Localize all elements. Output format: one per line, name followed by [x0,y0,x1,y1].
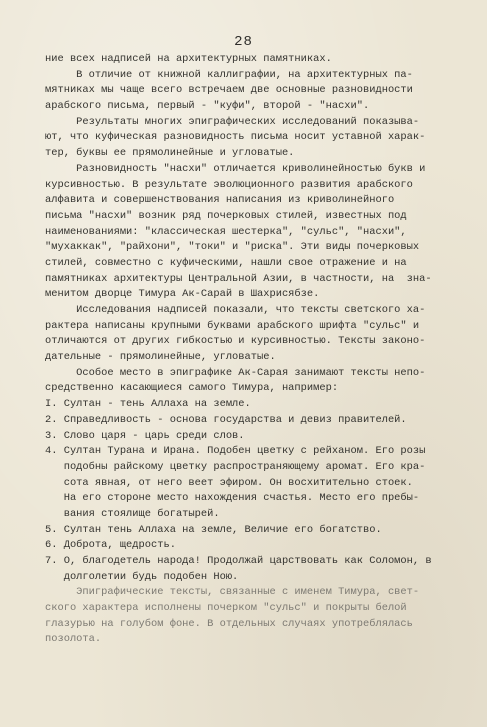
list-item-3: 3. Слово царя - царь среди слов. [45,429,245,442]
text-line: арабского письма, первый - "куфи", второй - "насхи". [45,100,370,113]
text-line: рактера написаны крупными буквами арабского шрифта "сульс" и [45,319,420,332]
list-item-4-cont: На его стороне место нахождения счастья. Место его пребы- [45,492,420,505]
body-text [45,52,465,648]
text-line: тер, буквы ее прямолинейные и угловатые. [45,147,295,160]
list-item-4-cont: сота явная, от него веет эфиром. Он восхитительно стоек. [45,476,413,489]
text-line: наименованиями: "классическая шестерка", "сульс", "насхи", [45,225,407,238]
text-line: стилей, совместно с куфическими, нашли свое отражение и на [45,256,407,269]
list-item-5: 5. Султан тень Аллаха на земле, Величие его богатство. [45,523,382,536]
text-line: Результаты многих эпиграфических исследований показыва- [45,115,420,128]
text-line: алфавита и совершенствования написания из криволинейного [45,194,395,207]
text-line: средственно касающиеся самого Тимура, например: [45,382,339,395]
text-line: памятниках архитектуры Центральной Азии, в частности, на зна- [45,272,432,285]
text-line: отличаются от других гибкостью и курсивностью. Тексты законо- [45,335,426,348]
text-line: Разновидность "насхи" отличается криволинейностью букв и [45,162,426,175]
text-line: ского характера исполнены почерком "сульс" и покрыты белой [45,602,407,615]
text-line: менитом дворце Тимура Ак-Сарай в Шахрисябзе. [45,288,320,301]
text-line: "мухаккак", "райхони", "токи" и "риска". Эти виды почерковых [45,241,420,254]
list-item-4-cont: подобны райскому цветку распространяющему аромат. Его кра- [45,460,426,473]
text-line: письма "насхи" возник ряд почерковых стилей, известных под [45,209,407,222]
list-item-7: 7. О, благодетель народа! Продолжай царствовать как Соломон, в [45,555,432,567]
text-line: ние всех надписей на архитектурных памятниках. [45,53,332,65]
list-item-1: I. Султан - тень Аллаха на земле. [45,398,251,411]
list-item-2: 2. Справедливость - основа государства и девиз правителей. [45,413,407,426]
text-line: дательные - прямолинейные, угловатые. [45,351,276,364]
text-line: Эпиграфические тексты, связанные с именем Тимура, свет- [45,586,420,599]
text-line: мятниках мы чаще всего встречаем две основные разновидности [45,84,413,97]
text-line: Исследования надписей показали, что тексты светского ха- [45,304,426,316]
text-line: Особое место в эпиграфике Ак-Сарая занимают тексты непо- [45,366,426,379]
page-number: 28 [234,34,253,50]
list-item-4: 4. Султан Турана и Ирана. Подобен цветку с рейханом. Его розы [45,445,426,458]
text-line: курсивностью. В результате эволюционного развития арабского [45,178,413,191]
list-item-4-cont: вания стоялище богатырей. [45,507,220,520]
text-line: позолота. [45,633,102,646]
text-line: ют, что куфическая разновидность письма носит уставной харак- [45,131,426,144]
list-item-7-cont: долголетии будь подобен Ною. [45,570,239,583]
text-line: глазурью на голубом фоне. В отдельных случаях употреблялась [45,617,413,630]
list-item-6: 6. Доброта, щедрость. [45,539,176,552]
text-line: В отличие от книжной каллиграфии, на архитектурных па- [45,68,413,81]
